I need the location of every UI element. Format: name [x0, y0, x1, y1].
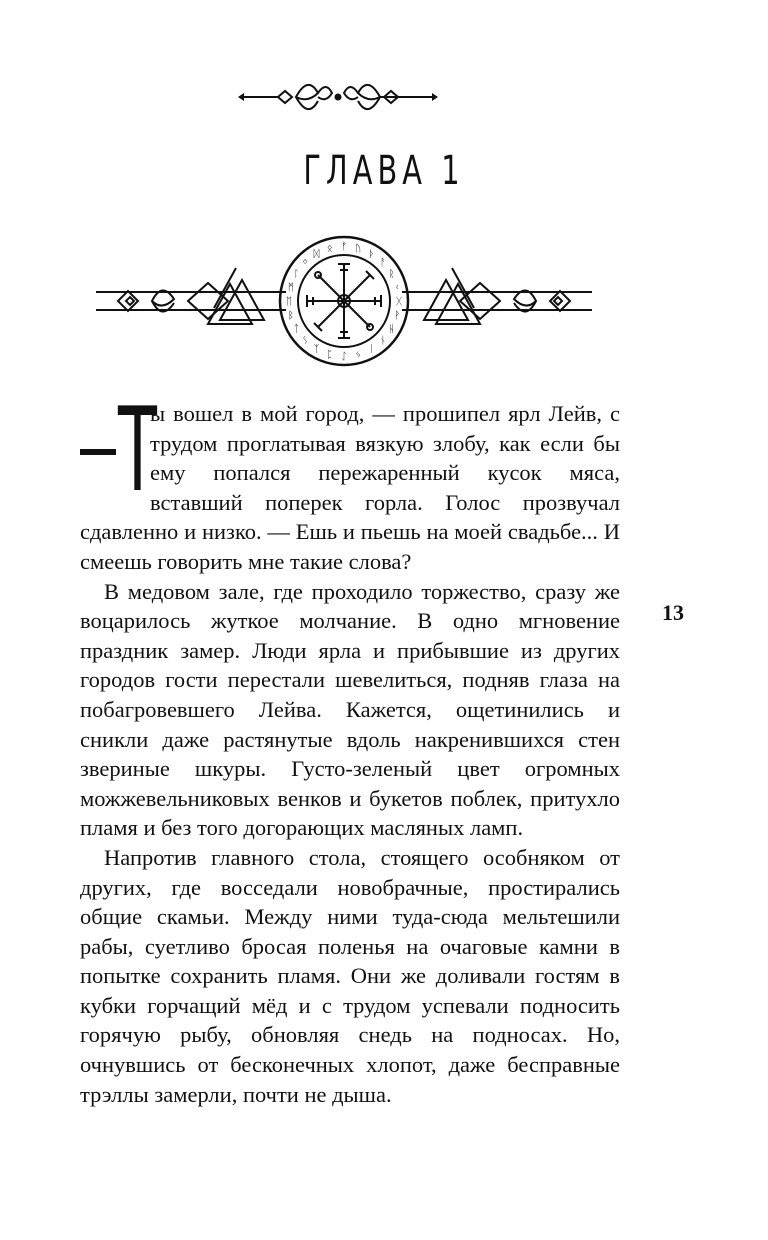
rune-glyph: ᛁ — [368, 344, 375, 356]
rune-glyph: ᛇ — [341, 351, 347, 363]
top-ornament — [238, 72, 438, 122]
rune-glyph: ᛖ — [286, 296, 292, 308]
rune-glyph: ᚦ — [368, 248, 375, 260]
rune-glyph: ᛈ — [326, 349, 333, 361]
rune-glyph: ᛗ — [287, 282, 294, 294]
rune-glyph: ᚠ — [341, 241, 347, 253]
rune-glyph: ᛊ — [302, 335, 309, 347]
paragraph-1 — [80, 383, 620, 577]
rune-glyph: ᛜ — [302, 257, 309, 269]
paragraph-2: В медовом зале, где проходило торжество, сразу же воцарилось жуткое молчание. В одно мгновение праздник замер. Люди ярла и прибывшие из других городов гости перестали шевелиться, подняв глаза на побагровевшего Лейва. Кажется, ощетинились и сникли даже растянутые вдоль накренившихся стен звериные шкуры. Густо-зеленый цвет огромных можжевельниковых венков и букетов поблек, притухло пламя и без того догорающих масляных ламп. — [80, 578, 620, 841]
rune-glyph: ᛉ — [313, 344, 320, 356]
drop-cap — [80, 383, 157, 518]
rune-glyph: ᛟ — [326, 243, 333, 255]
rune-glyph: ᚾ — [379, 335, 386, 347]
vegvisir-ornament — [96, 234, 592, 368]
page-number: 13 — [662, 600, 684, 625]
rune-glyph: ᚲ — [394, 282, 401, 294]
rune-glyph: ᛚ — [293, 269, 300, 280]
dialogue-dash — [80, 449, 116, 455]
chapter-text — [80, 383, 620, 1109]
rune-glyph: ᚺ — [388, 324, 395, 335]
rune-glyph: ᚨ — [379, 257, 386, 269]
rune-glyph: ᚹ — [394, 310, 401, 322]
rune-glyph: ᛏ — [293, 324, 300, 335]
paragraph-3: Напротив главного стола, стоящего особняком от других, где восседали новобрачные, простирались общие скамьи. Между ними туда-сюда мельтешили рабы, суетливо бросая поленья на очаговые камни в попытке сохранить пламя. Они же доливали гостям в кубки горчащий мёд и с трудом успевали подносить горячую рыбу, обновляя снедь на подносах. Но, очнувшись от бесконечных хлопот, даже бесправные трэллы замерли, почти не дыша. — [80, 844, 620, 1107]
rune-glyph: ᚢ — [355, 243, 362, 255]
rune-glyph: ᚷ — [396, 296, 402, 308]
paragraph-1-text: ы вошел в мой город, — прошипел ярл Лейв, с трудом проглатывая вязкую злобу, как если бы ему попался пережаренный кусок мяса, вставший поперек горла. Голос прозвучал сдавленно и низко. — Ешь и пьешь на моей свадьбе... И смеешь говорить мне такие слова? — [80, 401, 620, 574]
rune-glyph: ᛞ — [313, 248, 320, 260]
chapter-title: ГЛАВА 1 — [303, 148, 465, 194]
rune-glyph: ᚱ — [388, 269, 395, 280]
rune-glyph: ᛒ — [287, 310, 294, 322]
rune-glyph: ᛃ — [355, 349, 362, 361]
drop-cap-letter: Т — [118, 383, 157, 518]
